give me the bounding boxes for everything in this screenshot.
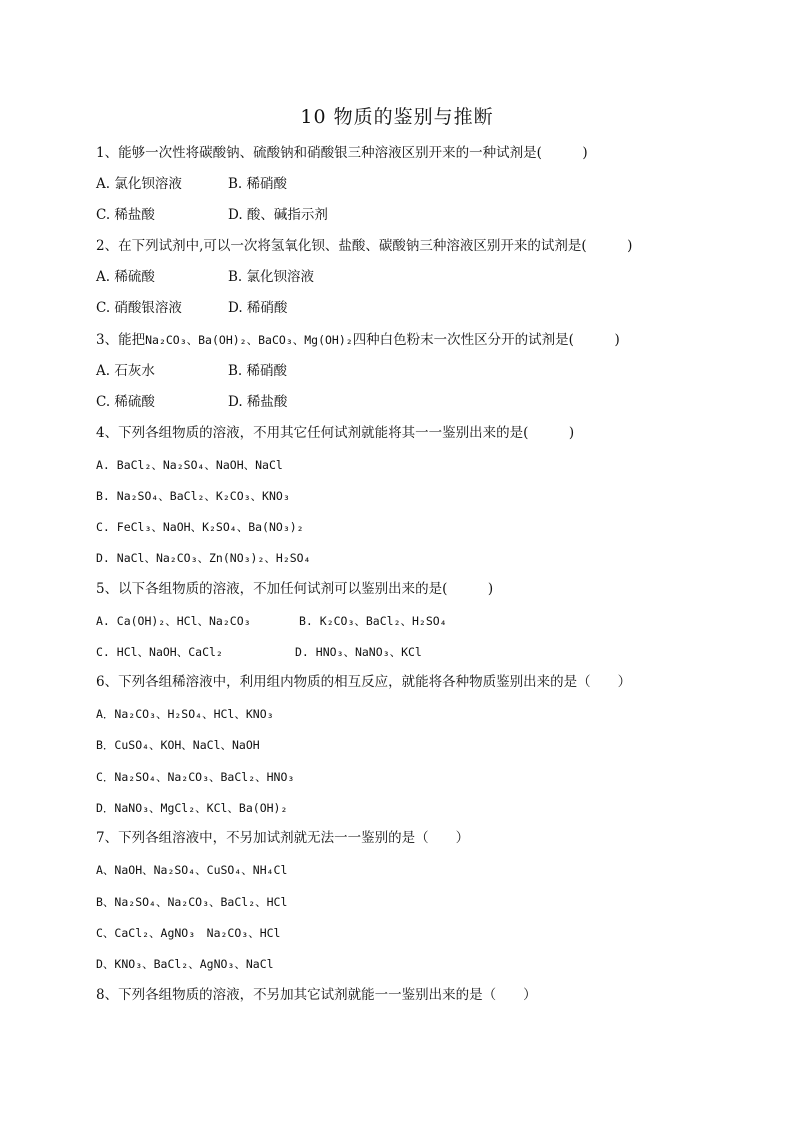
q6-option-d: D．NaNO₃、MgCl₂、KCl、Ba(OH)₂ (96, 801, 288, 815)
question-3-options-row-1 (96, 362, 287, 380)
q1-option-c: C. 稀盐酸 (96, 207, 155, 223)
question-5-stem: 5、以下各组物质的溶液，不加任何试剂可以鉴别出来的是( ) (96, 581, 494, 597)
q2-option-c: C. 硝酸银溶液 (96, 300, 182, 316)
q2-option-a: A. 稀硫酸 (96, 269, 155, 285)
question-3-stem (96, 331, 620, 349)
q4-option-a: A. BaCl₂、Na₂SO₄、NaOH、NaCl (96, 458, 283, 472)
q1-option-a: A. 氯化钡溶液 (96, 176, 182, 192)
q7-option-b: B、Na₂SO₄、Na₂CO₃、BaCl₂、HCl (96, 895, 288, 909)
q2-option-b: B. 氯化钡溶液 (228, 269, 315, 285)
q6-option-a: A．Na₂CO₃、H₂SO₄、HCl、KNO₃ (96, 707, 274, 721)
question-2-options-row-1 (96, 268, 314, 286)
q6-option-c: C．Na₂SO₄、Na₂CO₃、BaCl₂、HNO₃ (96, 770, 295, 784)
q5-option-a: A. Ca(OH)₂、HCl、Na₂CO₃ (96, 614, 251, 628)
question-2-stem: 2、在下列试剂中,可以一次将氢氧化钡、盐酸、碳酸钠三种溶液区别开来的试剂是( ) (96, 238, 633, 254)
question-3-options-row-2 (96, 393, 287, 411)
q4-option-d: D. NaCl、Na₂CO₃、Zn(NO₃)₂、H₂SO₄ (96, 551, 311, 565)
question-6-stem: 6、下列各组稀溶液中，利用组内物质的相互反应，就能将各种物质鉴别出来的是（ ） (96, 674, 632, 690)
q2-option-d: D. 稀硝酸 (228, 300, 288, 316)
q3-stem-formulas: Na₂CO₃、Ba(OH)₂、BaCO₃、Mg(OH)₂ (145, 333, 353, 347)
question-4-stem: 4、下列各组物质的溶液，不用其它任何试剂就能将其一一鉴别出来的是( ) (96, 425, 575, 441)
page-title: 10 物质的鉴别与推断 (300, 106, 494, 128)
q7-option-a: A、NaOH、Na₂SO₄、CuSO₄、NH₄Cl (96, 863, 288, 877)
q3-option-c: C. 稀硫酸 (96, 394, 155, 410)
q4-option-c: C. FeCl₃、NaOH、K₂SO₄、Ba(NO₃)₂ (96, 520, 304, 534)
question-7-stem: 7、下列各组溶液中，不另加试剂就无法一一鉴别的是（ ） (96, 830, 470, 846)
q1-option-d: D. 酸、碱指示剂 (228, 207, 328, 223)
q4-option-b: B. Na₂SO₄、BaCl₂、K₂CO₃、KNO₃ (96, 489, 290, 503)
question-1-options-row-2 (96, 206, 328, 224)
question-8-stem: 8、下列各组物质的溶液，不另加其它试剂就能一一鉴别出来的是（ ） (96, 987, 537, 1003)
q6-option-b: B．CuSO₄、KOH、NaCl、NaOH (96, 738, 260, 752)
q5-option-b: B. K₂CO₃、BaCl₂、H₂SO₄ (299, 614, 447, 628)
q5-option-c: C. HCl、NaOH、CaCl₂ (96, 645, 223, 659)
q5-option-d: D. HNO₃、NaNO₃、KCl (295, 645, 422, 659)
q1-option-b: B. 稀硝酸 (228, 176, 288, 192)
q3-option-b: B. 稀硝酸 (228, 363, 288, 379)
q3-stem-pre: 3、能把 (96, 332, 146, 348)
question-1-options-row-1 (96, 175, 287, 193)
q7-option-d: D、KNO₃、BaCl₂、AgNO₃、NaCl (96, 957, 274, 971)
q3-option-a: A. 石灰水 (96, 363, 155, 379)
question-5-options-row-1 (96, 612, 447, 630)
question-2-options-row-2 (96, 299, 287, 317)
q3-stem-post: 四种白色粉末一次性区分开的试剂是( ) (352, 332, 620, 348)
q7-option-c: C、CaCl₂、AgNO₃ Na₂CO₃、HCl (96, 926, 281, 940)
q3-option-d: D. 稀盐酸 (228, 394, 288, 410)
question-5-options-row-2 (96, 643, 422, 661)
question-1-stem: 1、能够一次性将碳酸钠、硫酸钠和硝酸银三种溶液区别开来的一种试剂是( ) (96, 145, 588, 161)
